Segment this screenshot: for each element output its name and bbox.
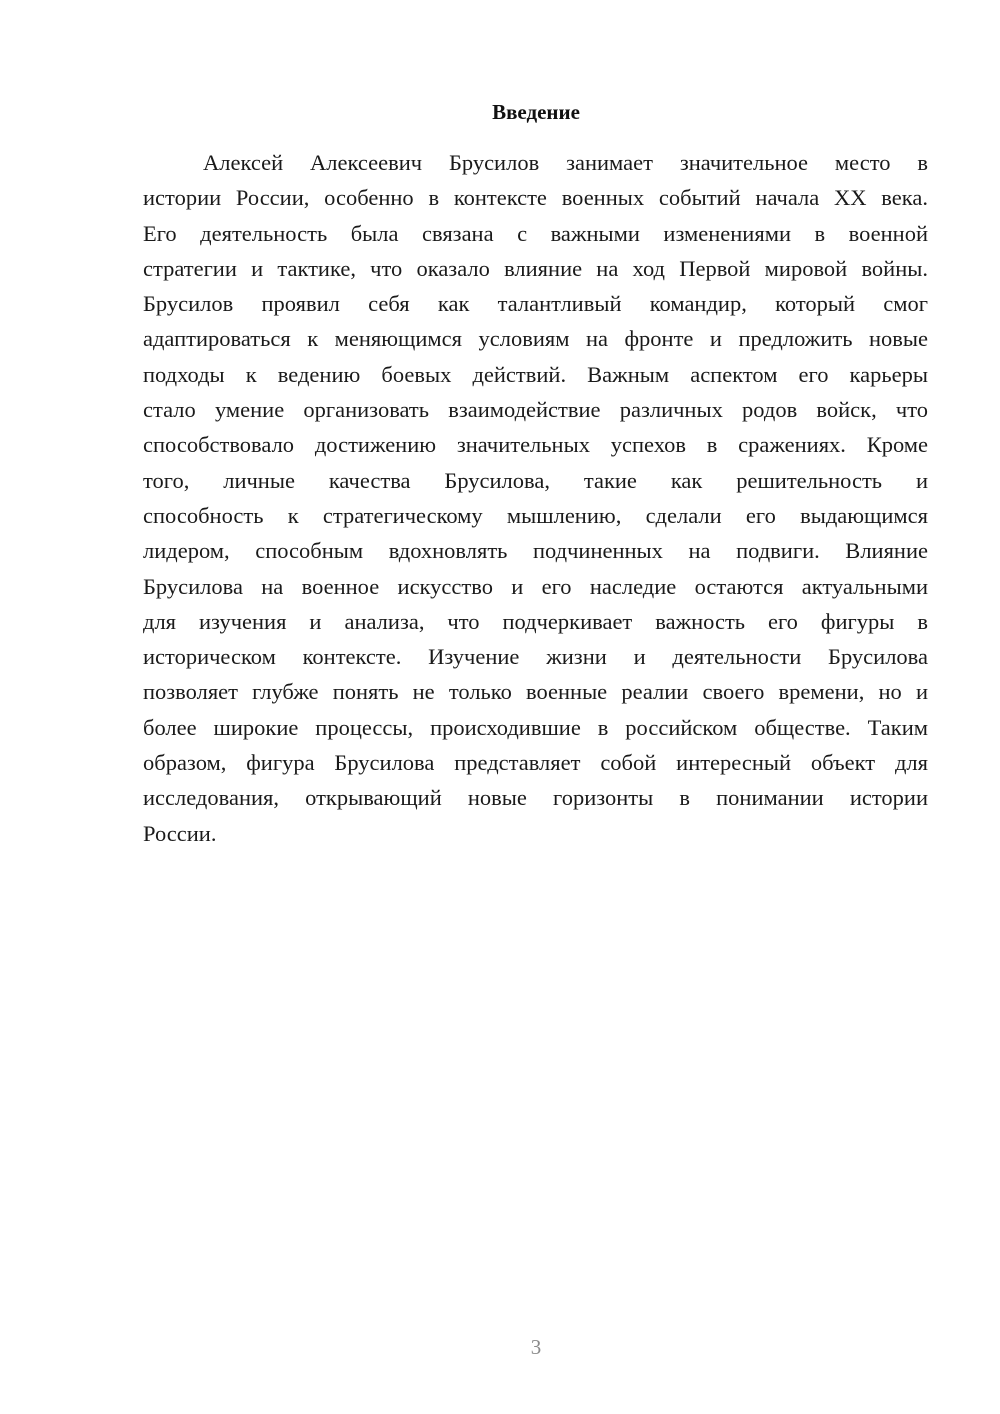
paragraph-line: Брусилов проявил себя как талантливый командир, который смог — [143, 291, 928, 317]
paragraph-line: подходы к ведению боевых действий. Важным аспектом его карьеры — [143, 361, 928, 387]
paragraph-line: Алексей Алексеевич Брусилов занимает значительное место в — [203, 150, 928, 175]
paragraph-line: стало умение организовать взаимодействие различных родов войск, что — [143, 397, 928, 423]
paragraph-line: того, личные качества Брусилова, такие как решительность и — [143, 467, 928, 493]
paragraph-line: России. — [143, 820, 217, 846]
paragraph-line: исследования, открывающий новые горизонты в понимании истории — [143, 785, 928, 811]
page-number: 3 — [530, 1335, 542, 1359]
paragraph-line: для изучения и анализа, что подчеркивает важность его фигуры в — [143, 608, 928, 634]
paragraph-line: Брусилова на военное искусство и его наследие остаются актуальными — [143, 573, 928, 599]
paragraph-line: Его деятельность была связана с важными изменениями в военной — [143, 220, 928, 246]
paragraph-line: способствовало достижению значительных успехов в сражениях. Кроме — [143, 432, 928, 458]
introduction-paragraph — [143, 145, 928, 851]
paragraph-line: более широкие процессы, происходившие в российском обществе. Таким — [143, 714, 928, 740]
section-heading: Введение — [492, 100, 580, 124]
paragraph-line: истории России, особенно в контексте военных событий начала XX века. — [143, 185, 928, 211]
paragraph-line: способность к стратегическому мышлению, сделали его выдающимся — [143, 502, 928, 528]
paragraph-line: историческом контексте. Изучение жизни и деятельности Брусилова — [143, 644, 928, 670]
paragraph-line: образом, фигура Брусилова представляет собой интересный объект для — [143, 750, 928, 776]
paragraph-line: стратегии и тактике, что оказало влияние на ход Первой мировой войны. — [143, 255, 928, 281]
paragraph-line: адаптироваться к меняющимся условиям на фронте и предложить новые — [143, 326, 928, 352]
paragraph-line: позволяет глубже понять не только военные реалии своего времени, но и — [143, 679, 928, 705]
paragraph-line: лидером, способным вдохновлять подчиненных на подвиги. Влияние — [143, 538, 928, 564]
